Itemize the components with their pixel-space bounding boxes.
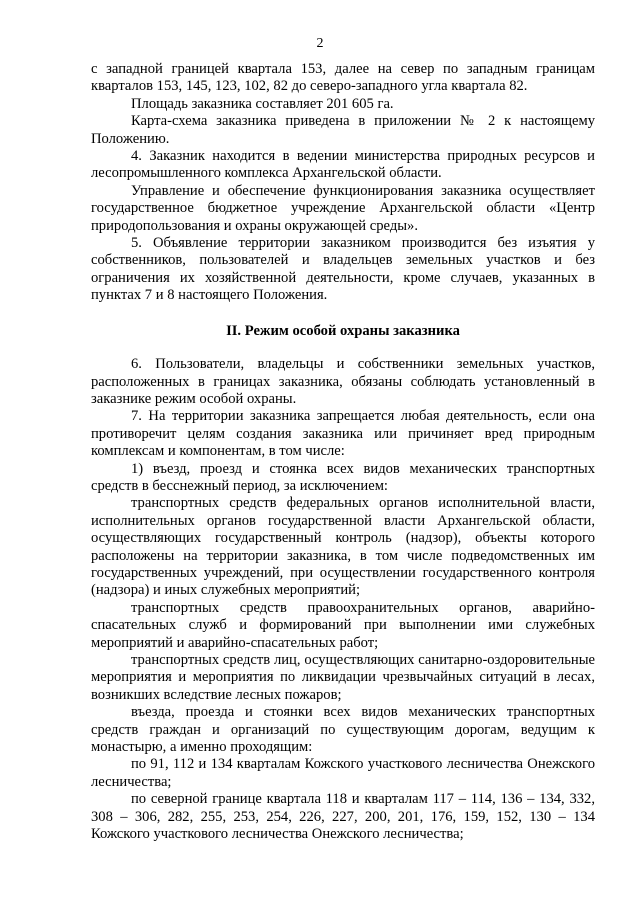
paragraph: 6. Пользователи, владельцы и собственники земельных участков, расположенных в границах заказника, обязаны соблюдать установленный в заказнике режим особой охраны. <box>91 356 595 407</box>
paragraph: транспортных средств правоохранительных органов, аварийно-спасательных служб и формирований при выполнении ими служебных мероприятий и аварийно-спасательных работ; <box>91 599 595 651</box>
paragraph: транспортных средств федеральных органов исполнительной власти, исполнительных органов государственной власти Архангельской области, осуществляющих государственный контроль (надзор), объекты которого расположены на территории заказника, в том числе подведомственных им государственных учреждений, при осуществлении государственного контроля (надзора) и иных служебных мероприятий; <box>91 495 595 599</box>
paragraph: 5. Объявление территории заказником производится без изъятия у собственников, пользователей и владельцев земельных участков и без ограничения их хозяйственной деятельности, кроме случаев, указанных в пунктах 7 и 8 настоящего Положения. <box>91 235 595 304</box>
paragraph: 1) въезд, проезд и стоянка всех видов механических транспортных средств в бесснежный период, за исключением: <box>91 460 595 494</box>
paragraph: Управление и обеспечение функционирования заказника осуществляет государственное бюджетное учреждение Архангельской области «Центр природопользования и охраны окружающей среды». <box>91 182 595 234</box>
paragraph: 4. Заказник находится в ведении министерства природных ресурсов и лесопромышленного комплекса Архангельской области. <box>91 148 595 182</box>
section-heading: II. Режим особой охраны заказника <box>226 322 460 339</box>
paragraph: въезда, проезда и стоянки всех видов механических транспортных средств граждан и организаций по существующим дорогам, ведущим к монастырю, а именно проходящим: <box>91 704 595 756</box>
paragraph: 7. На территории заказника запрещается любая деятельность, если она противоречит целям создания заказника или причиняет вред природным комплексам и компонентам, в том числе: <box>91 408 595 460</box>
paragraph: Карта-схема заказника приведена в приложении № 2 к настоящему Положению. <box>91 113 595 147</box>
paragraph: по северной границе квартала 118 и кварталам 117 – 114, 136 – 134, 332, 308 – 306, 282, 255, 253, 254, 226, 227, 200, 201, 176, 159, 152, 130 – 134 Кожского участкового лесничества Онежского лесничества; <box>91 791 595 843</box>
paragraph: Площадь заказника составляет 201 605 га. <box>131 95 394 112</box>
paragraph: по 91, 112 и 134 кварталам Кожского участкового лесничества Онежского лесничества; <box>91 756 595 790</box>
paragraph: транспортных средств лиц, осуществляющих санитарно-оздоровительные мероприятия и мероприятия по ликвидации чрезвычайных ситуаций в лесах, возникших вследствие лесных пожаров; <box>91 652 595 703</box>
page-number: 2 <box>316 36 324 51</box>
paragraph: с западной границей квартала 153, далее на север по западным границам кварталов 153, 145, 123, 102, 82 до северо-западного угла квартала 82. <box>91 61 595 95</box>
document-body <box>91 61 595 843</box>
